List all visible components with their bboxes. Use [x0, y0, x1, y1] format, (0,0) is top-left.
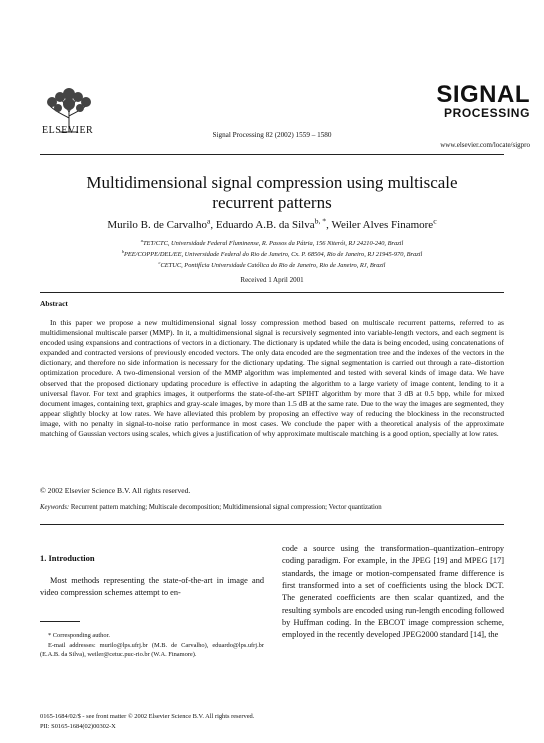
affiliation-mark: c [158, 259, 161, 265]
author-name: Weiler Alves Finamore [331, 219, 434, 231]
footnote-email: E-mail addresses: murilo@lps.ufrj.br (M.B. de Carvalho), eduardo@lps.ufrj.br (E.A.B. da Silva), weiler@cetuc.puc-rio.br (W.A. Finamore). [40, 641, 264, 659]
author-affiliation-mark: b, * [314, 216, 327, 226]
section-heading: 1. Introduction [40, 553, 95, 563]
author-separator: , [210, 219, 216, 231]
author-name: Eduardo A.B. da Silva [215, 219, 315, 231]
paper-title [0, 173, 544, 213]
affiliation-mark: a [140, 237, 143, 243]
affiliation [0, 237, 544, 247]
author-affiliation-mark: a [206, 216, 211, 226]
author-name: Murilo B. de Carvalho [107, 219, 207, 231]
intro-paragraph-right: code a source using the transformation–quantization–entropy coding paradigm. For example, in the JPEG [19] and MPEG [17] standards, the image or motion-compensated frame difference is first transformed into a set of coefficients using the block DCT. The generated coefficients are then scalar quantized, and the resulting symbols are encoded using run-length encoding followed by Huffman coding. In the EBCOT image compression scheme, employed in the recently developed JPEG2000 standard [14], the [282, 544, 504, 640]
journal-logo-line1: SIGNAL [436, 81, 530, 108]
title-line-2: recurrent patterns [212, 193, 332, 212]
front-matter-info [40, 712, 254, 732]
affiliation [0, 259, 544, 269]
pii-line: PII: S0165-1684(02)00302-X [40, 723, 116, 730]
publisher-logo-text: ELSEVIER [42, 125, 94, 136]
affiliation-mark: b [121, 248, 124, 254]
author-affiliation-mark: c [433, 216, 437, 226]
keywords-text: Recurrent pattern matching; Multiscale decomposition; Multidimensional signal compression; Vector quantization [69, 504, 382, 511]
author-separator: , [326, 219, 332, 231]
keywords [40, 504, 504, 511]
keywords-label: Keywords: [40, 504, 70, 511]
title-line-1: Multidimensional signal compression using multiscale [86, 173, 458, 192]
footnote-corresponding: * Corresponding author. [48, 632, 110, 639]
abstract-copyright: © 2002 Elsevier Science B.V. All rights reserved. [40, 486, 191, 495]
received-date: Received 1 April 2001 [240, 276, 304, 284]
left-column [40, 553, 264, 600]
journal-website: www.elsevier.com/locate/sigpro [440, 141, 530, 149]
abstract-heading: Abstract [40, 299, 68, 308]
journal-logo-line2: PROCESSING [443, 106, 530, 120]
affiliation-text: CETUC, Pontifícia Universidade Católica do Rio de Janeiro, Rio de Janeiro, RJ, Brazil [160, 262, 386, 269]
author-list [0, 216, 544, 231]
abstract-body: In this paper we propose a new multidimensional signal lossy compression method based on multiscale recurrent patterns, referred to as multidimensional multiscale parser (MMP). In it, a multidimensional signal is recursively segmented into variable-length vectors, and each segment is encoded using expansions and contractions of vectors in a dictionary. The dictionary is updated while the data is being encoded, using concatenations of expanded and contracted versions of previously encoded vectors. The only data encoded are the segmentation tree and the indexes of the vectors in the dictionary, and therefore no side information is necessary for the dictionary updating. The signal segmentation is carried out through a rate–distortion optimization procedure. A two-dimensional version of the MMP algorithm was implemented and tested with several kinds of image data. We have observed that the proposed dictionary updating procedure is effective in adapting the algorithm to a large variety of image content, lending to it a universal flavor. For text and graphics images, it outperforms the state-of-the-art SPIHT algorithm by more that 3 dB at 0.5 bpp, while for mixed document images, containing text, graphics and gray-scale images, by more than 1.5 dB at the same rate. Due to the way the images are segmented, they appear slightly blocky at low rates. We have alleviated this problem by proposing an effective way of reducing the blockiness in the reconstructed image, with no penalty in signal-to-noise ratio performance in most cases. We conclude the paper with a theoretical analysis of the approximate matching of Gaussian vectors using scales, which gives a justification of why approximate multiscale matching is a good option, specially at low rates. [40, 318, 504, 439]
affiliation-text: PEE/COPPE/DEL/EE, Universidade Federal do Rio de Janeiro, Cx. P. 68504, Rio de Janeiro, RJ 21945-970, Brazil [123, 251, 423, 258]
affiliation [0, 248, 544, 258]
affiliation-text: TET/CTC, Universidade Federal Fluminense, R. Passos da Pátria, 156 Niterói, RJ 24210-240, Brazil [143, 240, 404, 247]
footnote-divider [40, 621, 80, 622]
journal-citation: Signal Processing 82 (2002) 1559 – 1580 [212, 131, 332, 139]
header-divider [40, 154, 504, 155]
abstract-top-divider [40, 292, 504, 293]
abstract-bottom-divider [40, 524, 504, 525]
intro-paragraph-left: Most methods representing the state-of-the-art in image and video compression schemes attempt to en- [40, 576, 264, 598]
footnotes [40, 631, 264, 660]
journal-logo [436, 81, 530, 120]
issn-line: 0165-1684/02/$ - see front matter © 2002 Elsevier Science B.V. All rights reserved. [40, 713, 255, 720]
